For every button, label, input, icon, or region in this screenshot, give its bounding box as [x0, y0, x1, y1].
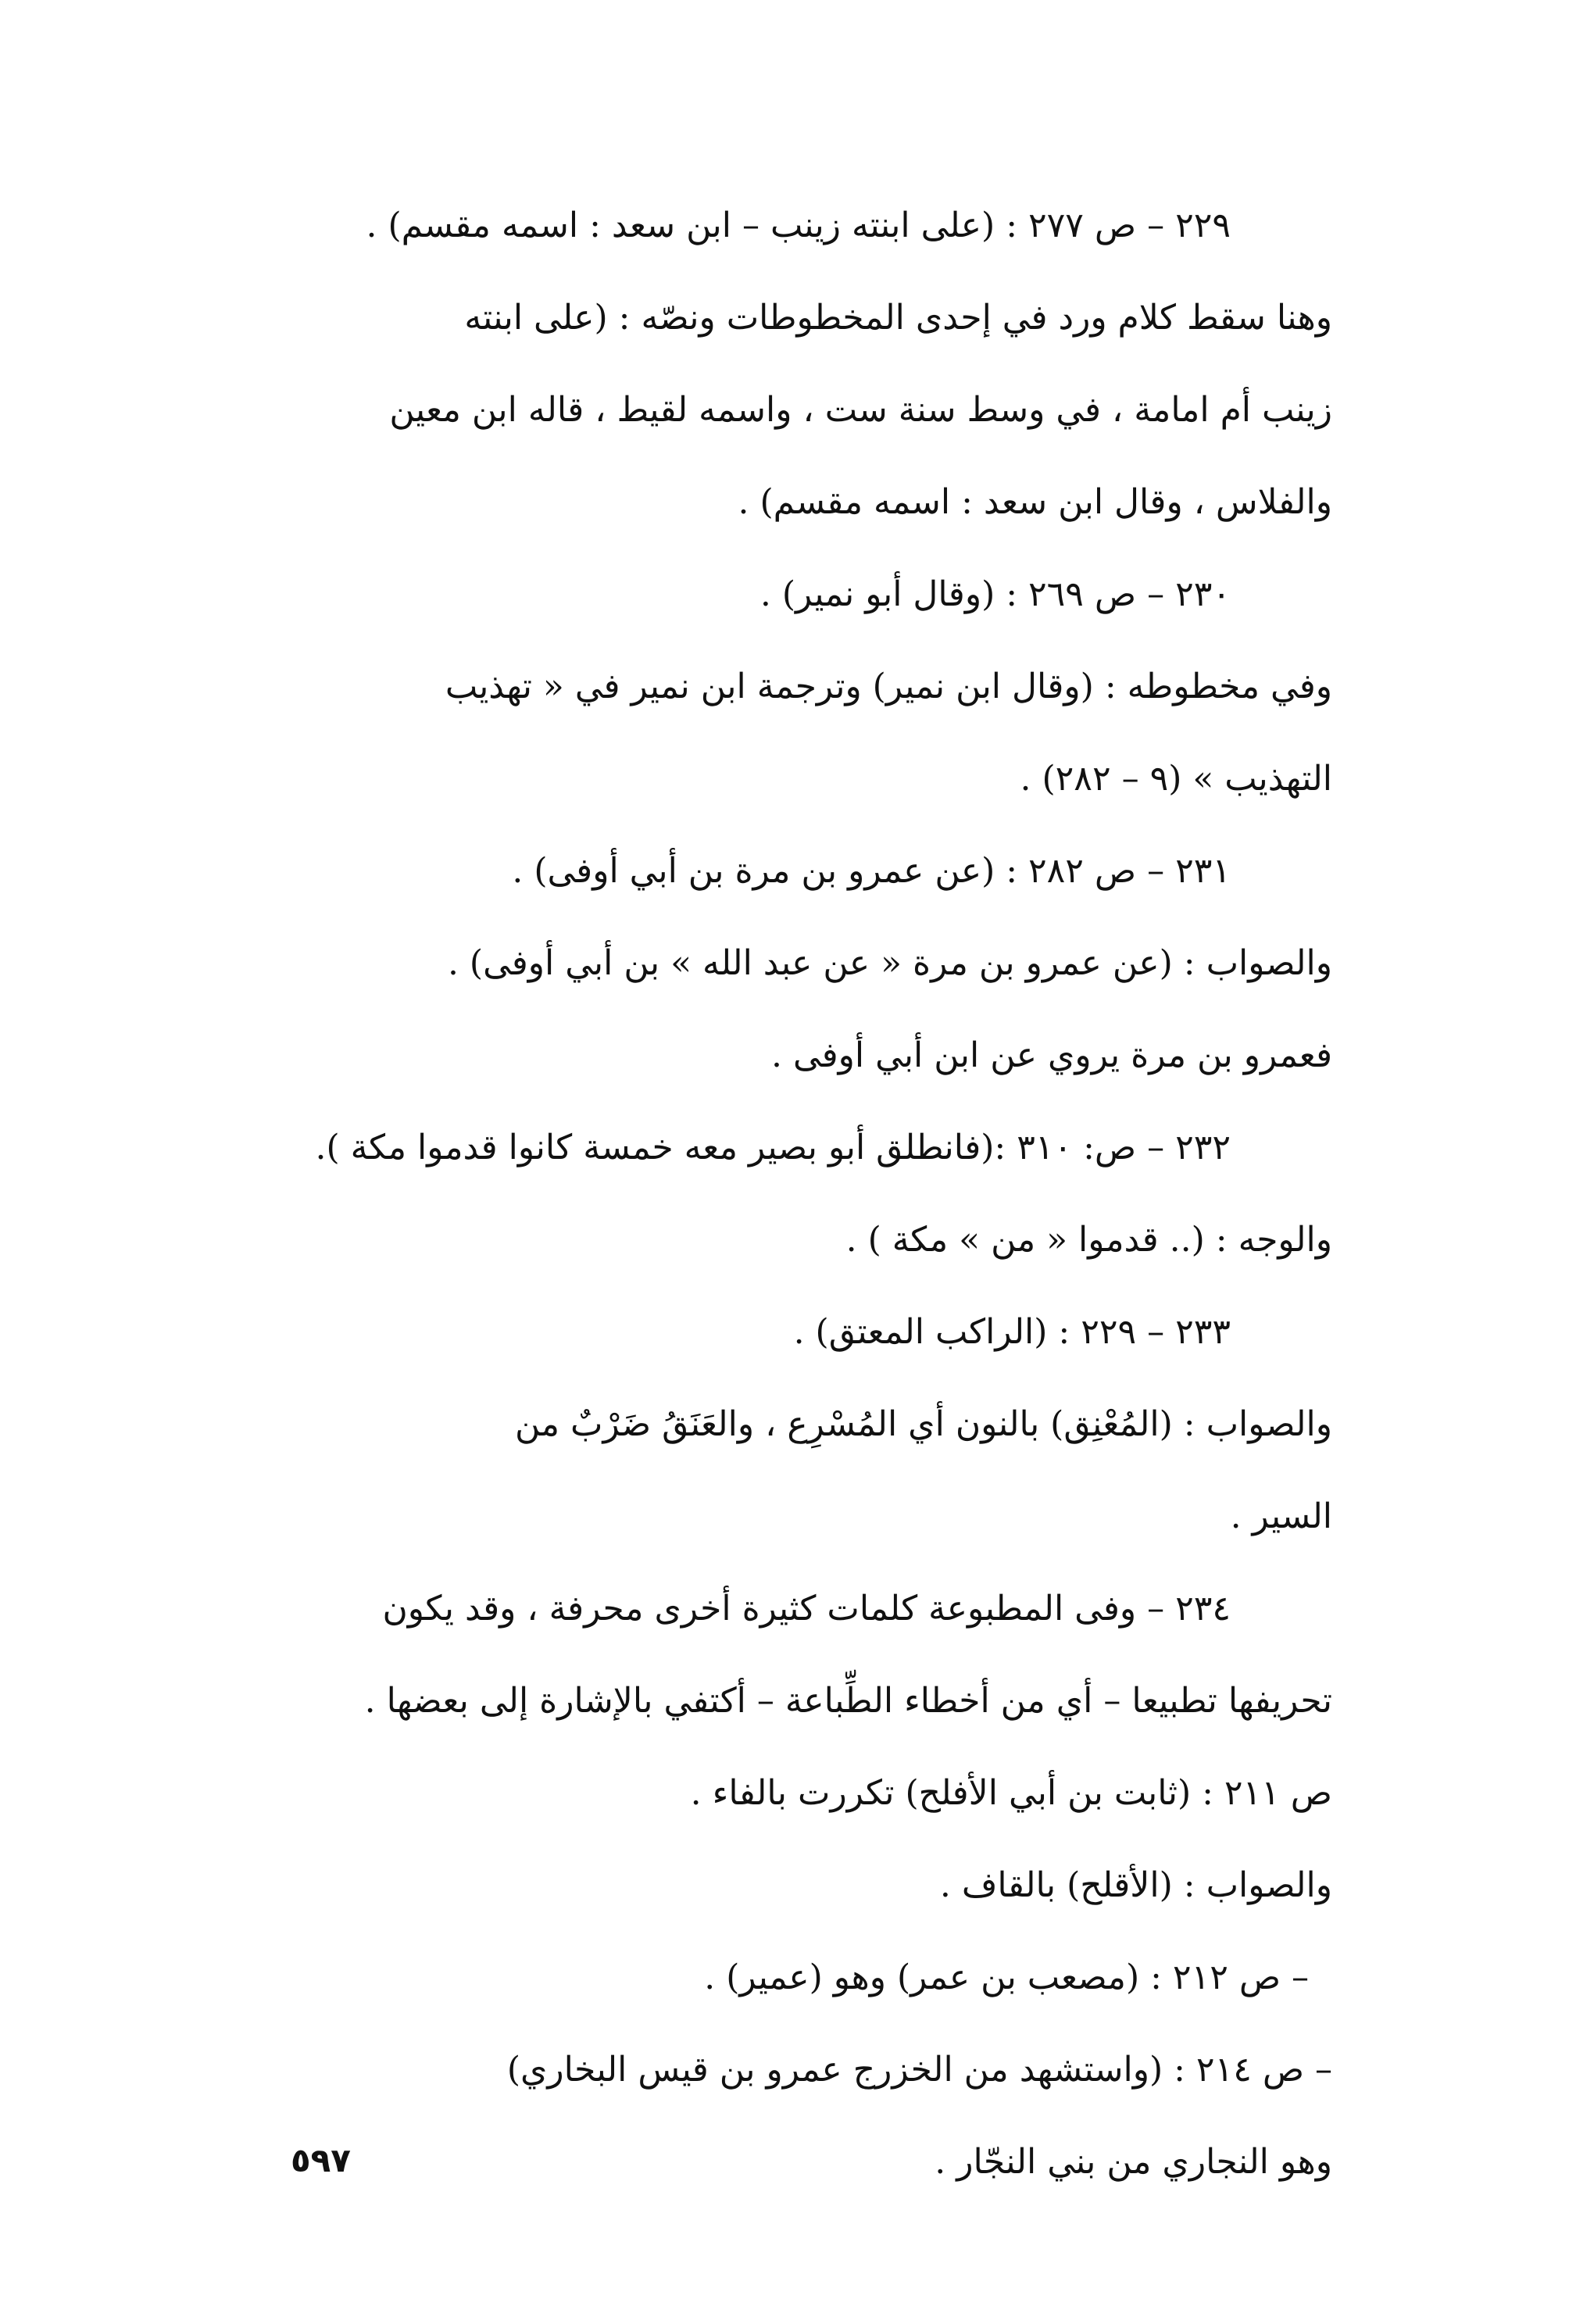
text-line: والصواب : (عن عمرو بن مرة « عن عبد الله » بن أبي أوفى) .	[447, 943, 1332, 983]
text-line: ص ٢١١ : (ثابت بن أبي الأفلح) تكررت بالفاء .	[690, 1773, 1332, 1813]
text-line: والفلاس ، وقال ابن سعد : اسمه مقسم) .	[738, 482, 1332, 522]
text-line: ٢٣٣ – ٢٢٩ : (الراكب المعتق) .	[793, 1312, 1231, 1352]
page-number: ٥٩٧	[291, 2141, 351, 2179]
text-line: ٢٢٩ – ص ٢٧٧ : (على ابنته زينب – ابن سعد : اسمه مقسم) .	[366, 206, 1231, 245]
text-line: ٢٣٤ – وفى المطبوعة كلمات كثيرة أخرى محرفة ، وقد يكون	[382, 1589, 1231, 1629]
text-line: وفي مخطوطه : (وقال ابن نمير) وترجمة ابن نمير في « تهذيب	[445, 667, 1332, 706]
text-line: ٢٣١ – ص ٢٨٢ : (عن عمرو بن مرة بن أبي أوفى) .	[512, 851, 1231, 891]
text-line: تحريفها تطبيعا – أي من أخطاء الطِّباعة – أكتفي بالإشارة إلى بعضها .	[364, 1681, 1332, 1721]
text-line: والصواب : (المُعْنِق) بالنون أي المُسْرِع ، والعَنَقُ ضَرْبٌ من	[514, 1404, 1332, 1444]
page-body-text	[258, 180, 1332, 2208]
text-line: زينب أم امامة ، في وسط سنة ست ، واسمه لقيط ، قاله ابن معين	[389, 390, 1332, 430]
text-line: والصواب : (الأقلح) بالقاف .	[939, 1865, 1332, 1905]
text-line: – ص ٢١٤ : (واستشهد من الخزرج عمرو بن قيس البخاري)	[506, 2050, 1332, 2090]
text-line: التهذيب » (٩ – ٢٨٢) .	[1020, 759, 1332, 799]
text-line: – ص ٢١٢ : (مصعب بن عمر) وهو (عمير) .	[704, 1958, 1309, 1997]
text-line: ٢٣٢ – ص: ٣١٠ :(فانطلق أبو بصير معه خمسة كانوا قدموا مكة ).	[315, 1128, 1231, 1167]
text-line: السير .	[1230, 1496, 1332, 1536]
text-line: وهنا سقط كلام ورد في إحدى المخطوطات ونصّه : (على ابنته	[464, 298, 1332, 338]
text-line: فعمرو بن مرة يروي عن ابن أبي أوفى .	[771, 1035, 1332, 1075]
text-line: والوجه : (.. قدموا « من » مكة ) .	[845, 1220, 1332, 1260]
text-line: ٢٣٠ – ص ٢٦٩ : (وقال أبو نمير) .	[759, 574, 1231, 614]
text-line: وهو النجاري من بني النجّار .	[935, 2142, 1332, 2182]
